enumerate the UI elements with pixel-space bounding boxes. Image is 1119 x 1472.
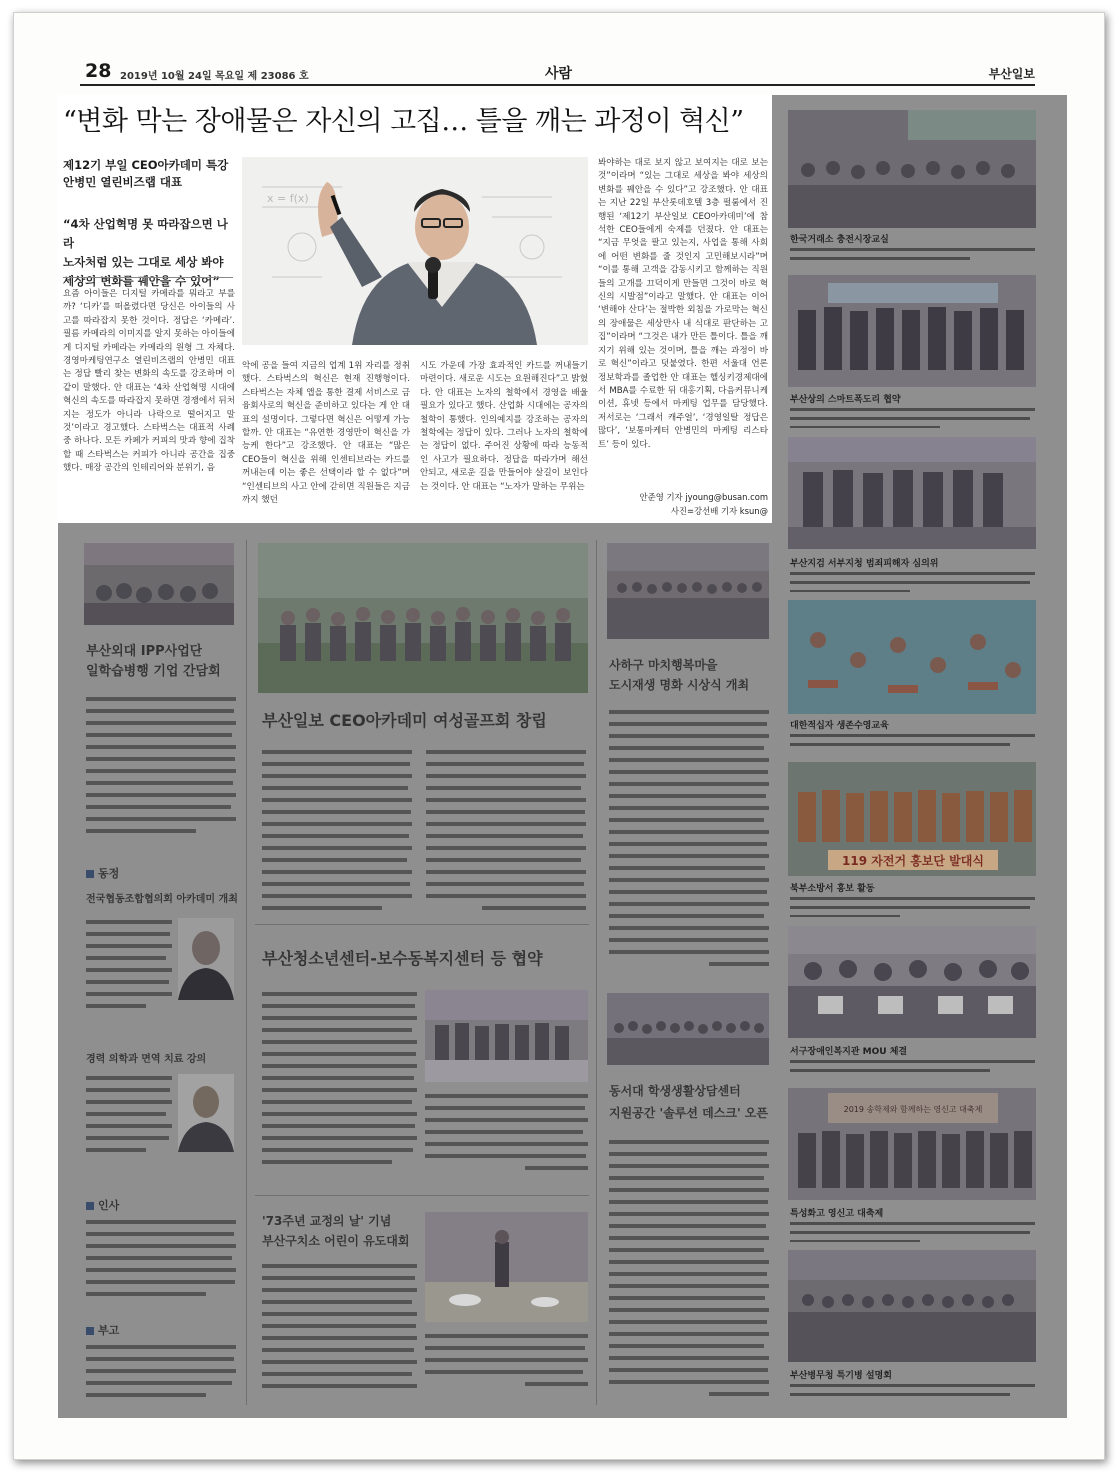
youth-signing-photo (425, 990, 588, 1082)
issue-date: 2019년 10월 24일 목요일 제 23086 호 (120, 71, 309, 82)
quote-line: 세상의 변화를 꿰안을 수 있어” (63, 274, 220, 288)
paper-name: 부산일보 (988, 67, 1035, 81)
lecture-title: 경력 의학과 면역 치료 강의 (86, 1054, 207, 1065)
sidebar-photo-meeting (788, 437, 1036, 549)
ipp-title-2: 일학습병행 기업 간담회 (86, 664, 221, 679)
judo-photo (425, 1212, 588, 1322)
tag-personnel: 인사 (86, 1197, 119, 1213)
sidebar-caption-title: 한국거래소 충전시장교실 (790, 235, 889, 245)
sidebar-caption-title: 서구장애인복지관 MOU 체결 (790, 1047, 908, 1057)
banner-text: 119 자전거 홍보단 발대식 (842, 854, 984, 868)
page-number: 28 (85, 60, 112, 82)
sidebar-caption-title: 특성화고 영신고 대축제 (790, 1209, 884, 1219)
column-rule (246, 540, 247, 1405)
featured-article (58, 95, 772, 523)
sidebar-caption-body (790, 570, 1035, 592)
tag-obituary: 부고 (86, 1322, 119, 1338)
sidebar-photo-firefighters (788, 762, 1036, 876)
sidebar-caption-body (790, 1220, 1035, 1242)
lecture-body (86, 1074, 172, 1174)
obituary-body (86, 1343, 236, 1403)
sidebar-caption-title: 부산상의 스마트폭도리 협약 (790, 395, 901, 405)
article-column-3: 시도 가운데 가장 효과적인 카드를 꺼내들기 마련이다. 새로운 시도는 요원해진다”고 밝혔다. 안 대표는 노자의 철학에서 경영을 배울 필요가 있다고 했다. 산업화 시대에는 공자의 철학이 통했다. 인의예지를 강조하는 공자의 철학에는 정답이 있다. 그러나 노자의 철학에는 정답이 없다. 주어진 상황에 따라 능동적인 사고가 필요하다. 정답을 따라가며 해선 안되고, 새로운 길을 만들어야 살길이 보인다는 것이다. 안 대표는 “노자가 말하는 무위는 (420, 361, 588, 492)
ipp-title-1: 부산외대 IPP사업단 (86, 644, 203, 659)
article-column-1: 요즘 아이들은 디지털 카메라를 뭐라고 부를까? ‘디카’를 떠올렸다면 당신은 아이들의 사고를 따라잡지 못한 것이다. 정답은 ‘카메라’. 필름 카메라의 이미지를 알지 못하는 아이들에게 디지털 카메라는 카메라의 원형 그 자체다. 경영마케팅연구소 열린비즈랩의 안병민 대표는 정답 빨리 찾는 변화의 속도를 강조하며 이같이 말했다. 안 대표는 ‘4차 산업혁명 시대에 혁신의 속도를 따라잡지 못하면 경쟁에서 뒤처지는 정도가 아니라 나락으로 떨어지고 말 것’이라고 경고했다. 스타벅스는 대표적 사례 중 하나다. 모든 카페가 커피의 맛과 향에 집착할 때 스타벅스는 커피가 아니라 공간을 집중했다. 매장 공간의 인테리어와 분위기, 음 (63, 289, 235, 474)
speaker-photo (242, 157, 588, 345)
sidebar-photo-pool (788, 600, 1036, 714)
golf-group-photo (258, 543, 588, 693)
dongseo-title-1: 동서대 학생생활상담센터 (609, 1084, 741, 1098)
news-body (86, 918, 172, 1028)
sidebar-caption-body (790, 1058, 1035, 1080)
festival-banner-text: 2019 송학제와 함께하는 영신고 대축제 (843, 1105, 983, 1114)
ipp-body-text (86, 695, 236, 845)
youth-article-body (262, 990, 417, 1180)
quote-divider (63, 277, 233, 278)
dongseo-title-2: 지원공간 '솔루션 데스크' 오픈 (609, 1106, 768, 1120)
dongseo-group-photo (607, 993, 769, 1065)
quote-line: “4차 산업혁명 못 따라잡으면 나라 (63, 217, 228, 250)
sidebar-caption-title: 부산병무청 특기병 설명회 (790, 1371, 892, 1381)
quote-line: 노자처럼 있는 그대로 세상 봐야 (63, 255, 224, 269)
saha-group-photo (607, 543, 769, 639)
photo-credit: 사진=강선배 기자 ksun@ (670, 506, 768, 516)
youth-article-body-2 (425, 1092, 588, 1182)
saha-title-2: 도시재생 명화 시상식 개최 (609, 678, 750, 692)
saha-article-body (609, 708, 769, 978)
tag-news: 동정 (86, 865, 119, 881)
sidebar-caption-title: 대한적십자 생존수영교육 (790, 721, 889, 731)
sidebar-caption-title: 부산지검 서부지청 범죄피해자 심의위 (790, 559, 939, 569)
byline-event: 제12기 부일 CEO아카데미 특강 (63, 158, 229, 172)
ipp-photo (84, 543, 234, 625)
sidebar-photo-classroom (788, 110, 1036, 228)
page-header (80, 62, 1035, 86)
svg-text:x = f(x): x = f(x) (267, 192, 309, 205)
sidebar-caption-body (790, 246, 1035, 266)
portrait-photo (178, 918, 234, 1000)
row-rule (255, 1195, 589, 1196)
reporter-credit: 안준영 기자 jyoung@busan.com (639, 492, 768, 502)
article-byline (63, 157, 238, 191)
row-rule (255, 924, 589, 925)
article-headline: “변화 막는 장애물은 자신의 고집… 틀을 깨는 과정이 혁신” (63, 106, 744, 137)
column-rule (596, 540, 597, 1405)
sidebar-photo-signing (788, 275, 1036, 387)
article-column-4: 봐야하는 대로 보지 않고 보여지는 대로 보는 것”이라며 “있는 그대로 세상을 봐야 세상의 변화를 꿰안을 수 있다”고 강조했다. 안 대표는 지난 22일 부산롯데호텔 3층 펄룸에서 진행된 ‘제12기 부산일보 CEO아카데미’에 참석한 CEO들에게 숙제를 던졌다. 안 대표는 “지금 무엇을 팔고 있는지, 사업을 통해 사회에 어떤 변화를 줄 것인지 고민해보시라”며 “이를 통해 고객을 감동시키고 함께하는 직원들의 고개를 끄덕이게 만들면 그것이 바로 혁신의 시발점”이라고 말했다. 안 대표는 이어 ‘변해야 산다’는 절박한 외침을 가로막는 혁신의 장애물은 세상만사 내 식대로 판단하는 고집”이라며 “그것은 내가 만든 틀이다. 틀을 깨지기 위해 있는 것이며, 틀을 깨는 과정이 바로 혁신”이라고 덧붙였다. 한편 서울대 언론정보학과를 졸업한 안 대표는 헬싱키경제대에서 MBA를 수료한 뒤 대홍기획, 다음커뮤니케이션, 휴넷 등에서 마케팅 업무를 담당했다. 저서로는 ‘그래서 캐주얼’, ‘경영일탈 정답은 많다’, ‘보통마케터 안병민의 마케팅 리스타트’ 등이 있다. (598, 158, 768, 450)
sidebar-caption-body (790, 406, 1035, 428)
saha-title-1: 사하구 마치행복마을 (609, 658, 718, 672)
portrait-photo-2 (178, 1074, 234, 1152)
sidebar-caption-body (790, 732, 1035, 754)
personnel-body (86, 1218, 236, 1308)
section-name: 사람 (545, 66, 573, 82)
golf-article-body (262, 748, 588, 918)
judo-article-body (262, 1262, 417, 1402)
byline-speaker: 안병민 열린비즈랩 대표 (63, 175, 183, 189)
golf-article-title: 부산일보 CEO아카데미 여성골프회 창립 (262, 711, 547, 730)
pull-quote (63, 215, 238, 291)
sidebar-caption-body (790, 1382, 1035, 1404)
judo-article-body-2 (425, 1332, 588, 1402)
sidebar-caption-title: 북부소방서 홍보 활동 (790, 884, 875, 894)
news-item-title: 전국협동조합협의회 아카데미 개최 (86, 894, 238, 905)
article-column-2: 악에 공을 들여 지금의 업계 1위 자리를 정취했다. 스타벅스의 혁신은 현재 진행형이다. 스타벅스는 자체 앱을 통한 결제 서비스로 금융회사로의 혁신을 준비하고 있다는 게 안 대표의 설명이다. 그렇다면 혁신은 어떻게 가능할까. 안 대표는 “유연한 경영만이 혁신을 가능케 한다”고 강조했다. 안 대표는 “많은 CEO들이 혁신을 위해 인센티브라는 카드를 꺼내는데 이는 좋은 선택이라 할 수 없다”며 “인센티브의 사고 안에 갇히면 직원들은 지금까지 했던 (242, 361, 410, 506)
dongseo-article-body (609, 1138, 769, 1406)
judo-title-2: 부산구치소 어린이 유도대회 (262, 1234, 410, 1248)
sidebar-photo-briefing (788, 1250, 1036, 1362)
sidebar-photo-festival (788, 1088, 1036, 1200)
sidebar-caption-body (790, 895, 1035, 917)
youth-article-title: 부산청소년센터-보수동복지센터 등 협약 (262, 949, 543, 968)
sidebar-photo-mou (788, 926, 1036, 1038)
judo-title-1: '73주년 교정의 날' 기념 (262, 1214, 392, 1228)
